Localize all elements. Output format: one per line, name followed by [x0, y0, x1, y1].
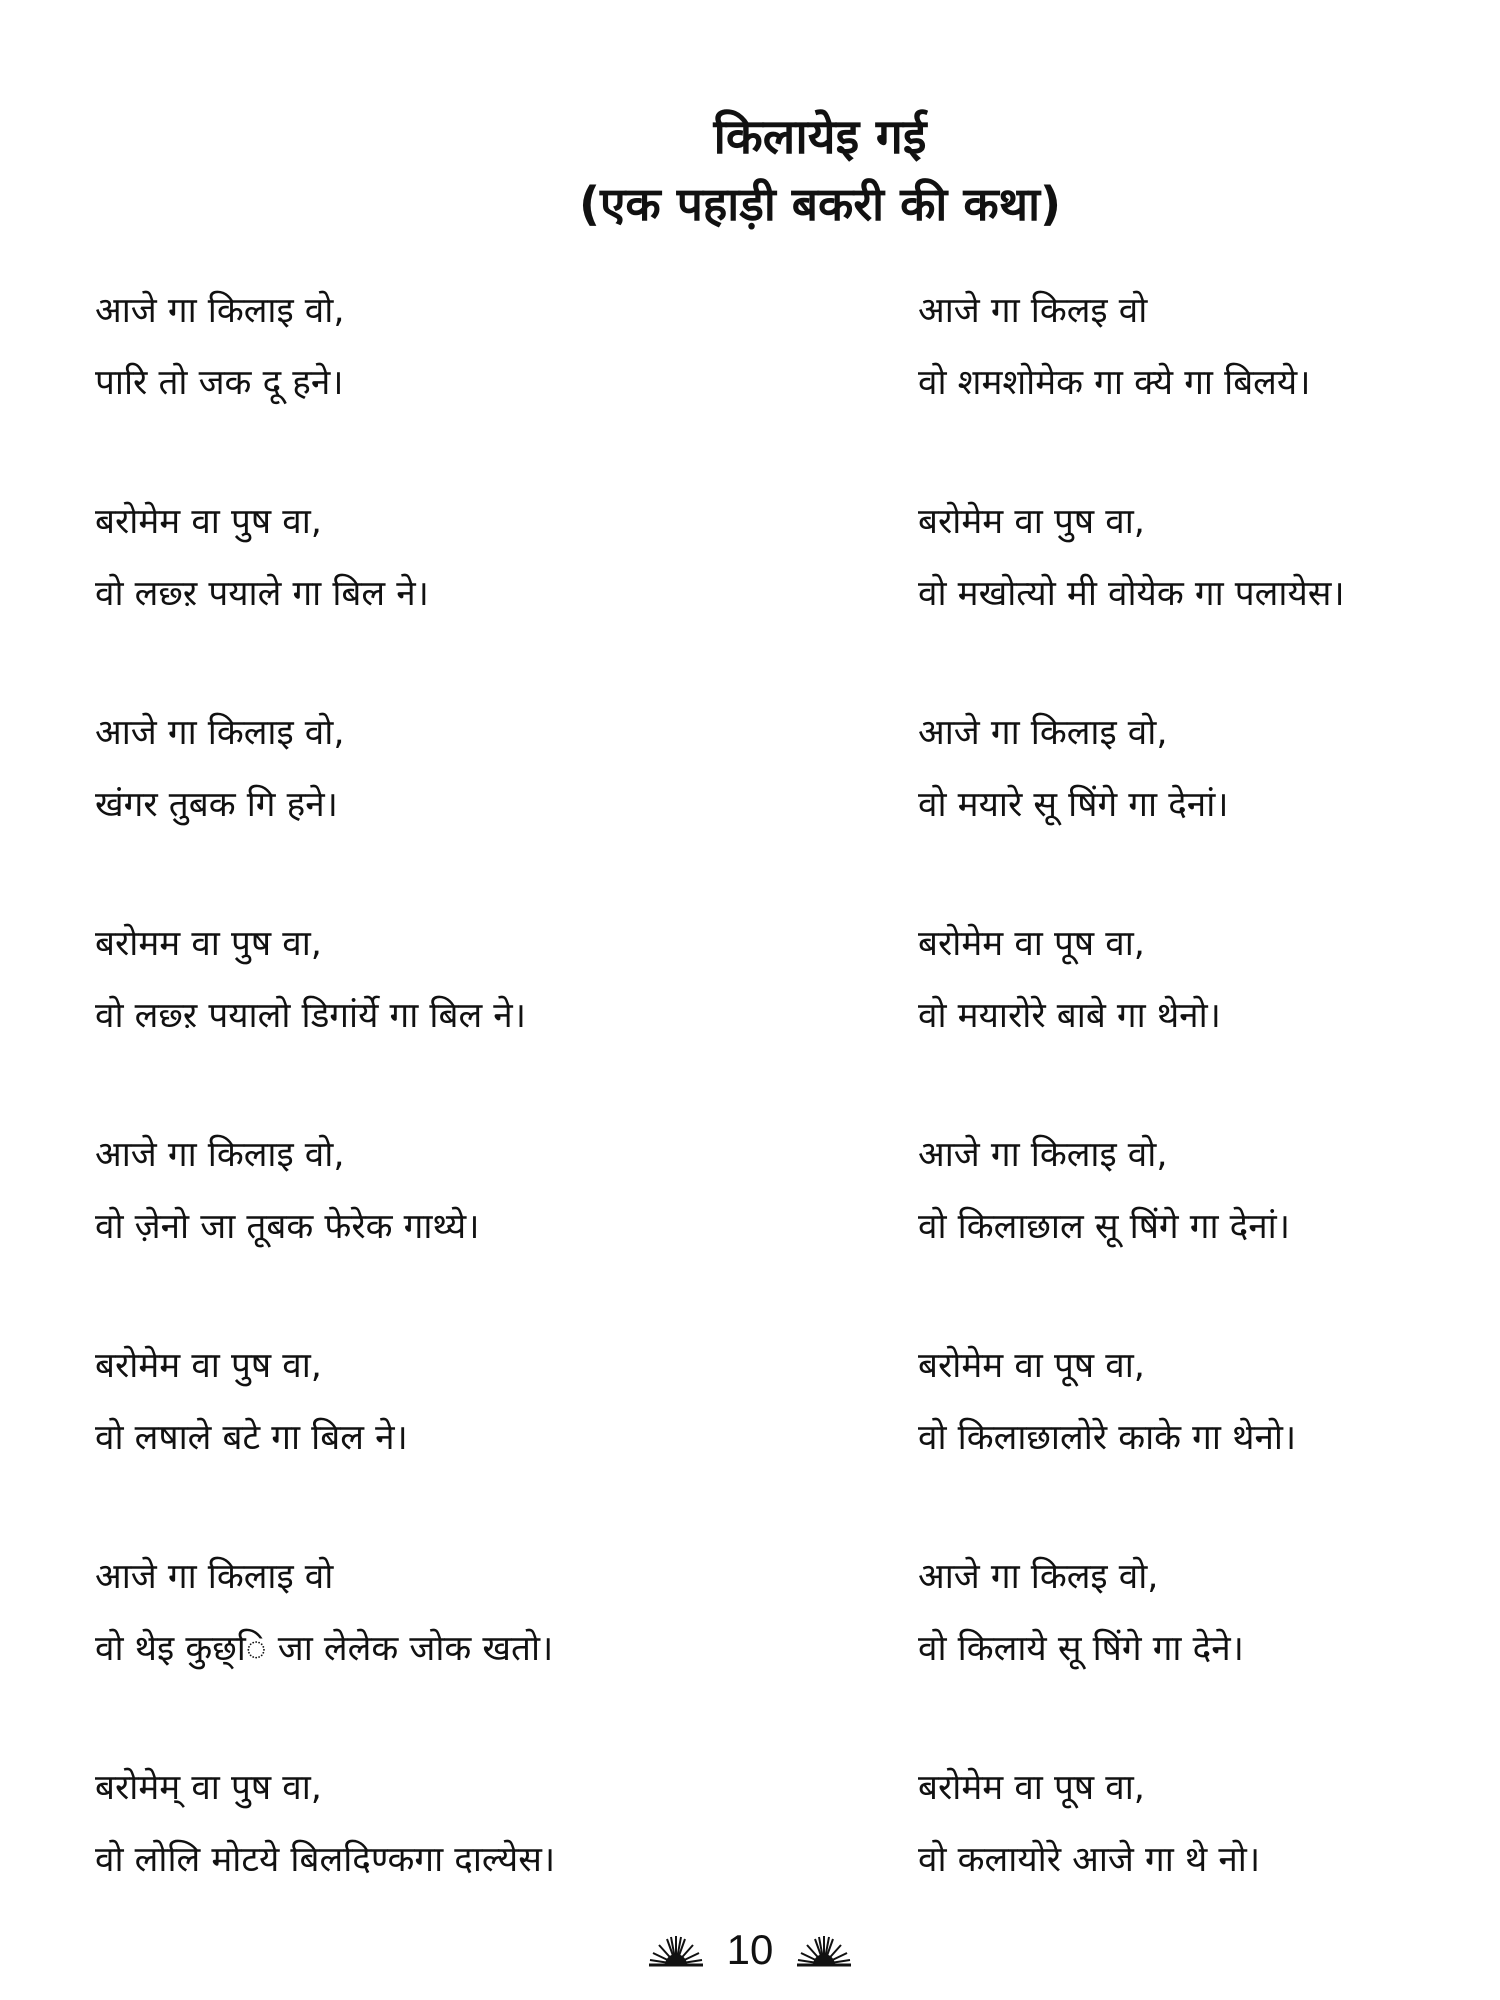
right-column [918, 275, 1478, 1963]
verse-line: वो शमशोमेक गा क्ये गा बिलये। [918, 363, 1311, 403]
verse-line: वो मखोत्यो मी वोयेक गा पलायेस। [918, 574, 1345, 614]
sunburst-icon [647, 1933, 705, 1967]
left-column [95, 275, 755, 1963]
verse-line: वो लषाले बटे गा बिल ने। [95, 1418, 408, 1458]
stanza [918, 1119, 1478, 1330]
verse-line: आजे गा किलाइ वो, [918, 713, 1168, 753]
verse-line: आजे गा किलइ वो [918, 291, 1148, 331]
verse-line: आजे गा किलइ वो, [918, 1557, 1159, 1597]
stanza [95, 1541, 755, 1752]
verse-line: वो कलायोरे आजे गा थे नो। [918, 1840, 1261, 1880]
verse-line: वो किलाछालोरे काके गा थेनो। [918, 1418, 1297, 1458]
verse-line: वो ज़ेनो जा तूबक फेरेक गाथ्ये। [95, 1207, 480, 1247]
verse-line: वो मयारोरे बाबे गा थेनो। [918, 996, 1221, 1036]
stanza [918, 1541, 1478, 1752]
verse-line: आजे गा किलाइ वो, [95, 713, 345, 753]
verse-line: वो मयारे सू षिंगे गा देनां। [918, 785, 1229, 825]
stanza [918, 1330, 1478, 1541]
verse-line: वो लछ्ऱ पयाले गा बिल ने। [95, 574, 429, 614]
verse-line: वो किलाछाल सू षिंगे गा देनां। [918, 1207, 1290, 1247]
verse-line: आजे गा किलाइ वो, [918, 1135, 1168, 1175]
page-title: किलायेइ गई [713, 109, 927, 165]
verse-line: आजे गा किलाइ वो, [95, 1135, 345, 1175]
verse-line: बरोमेम वा पूष वा, [918, 924, 1145, 964]
sunburst-icon [795, 1933, 853, 1967]
stanza [918, 275, 1478, 486]
verse-line: बरोमेम वा पूष वा, [918, 1768, 1145, 1808]
verse-line: बरोमेम वा पुष वा, [95, 502, 322, 542]
stanza [95, 908, 755, 1119]
stanza [95, 486, 755, 697]
stanza [918, 486, 1478, 697]
stanza [95, 275, 755, 486]
title-block [560, 105, 1080, 239]
verse-line: आजे गा किलाइ वो [95, 1557, 334, 1597]
verse-line: बरोमेम् वा पुष वा, [95, 1768, 322, 1808]
stanza [95, 1119, 755, 1330]
verse-line: वो थेइ कुछ्ि जा लेलेक जोक खतो। [95, 1629, 554, 1669]
stanza [918, 908, 1478, 1119]
verse-line: वो लछ्ऱ पयालो डिगांर्ये गा बिल ने। [95, 996, 526, 1036]
page-number: 10 [726, 1926, 774, 1973]
stanza [95, 697, 755, 908]
verse-line: खंगर तुबक गि हने। [95, 785, 338, 825]
verse-line: वो किलाये सू षिंगे गा देने। [918, 1629, 1244, 1669]
verse-line: बरोमेम वा पुष वा, [918, 502, 1145, 542]
verse-line: वो लोलि मोटये बिलदिण्कगा दाल्येस। [95, 1840, 556, 1880]
stanza [918, 697, 1478, 908]
stanza [95, 1330, 755, 1541]
verse-line: आजे गा किलाइ वो, [95, 291, 345, 331]
page-footer [0, 1922, 1500, 1978]
page-subtitle: (एक पहाड़ी बकरी की कथा) [578, 177, 1062, 231]
verse-line: बरोमेम वा पुष वा, [95, 1346, 322, 1386]
verse-line: पारि तो जक दू हने। [95, 363, 344, 403]
verse-line: बरोमेम वा पूष वा, [918, 1346, 1145, 1386]
verse-line: बरोमम वा पुष वा, [95, 924, 322, 964]
